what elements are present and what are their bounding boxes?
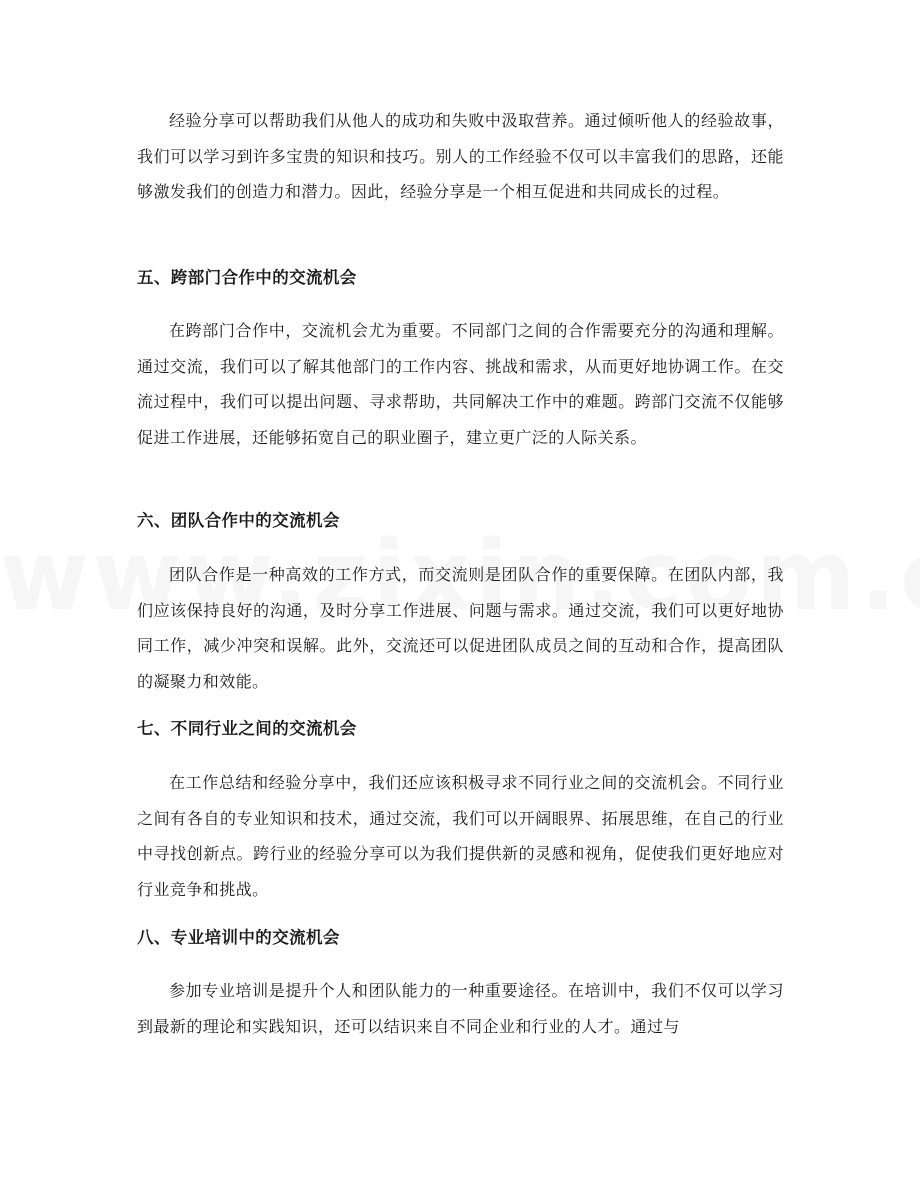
section-heading-professional-training: 八、专业培训中的交流机会 xyxy=(137,928,340,947)
section-heading-cross-department: 五、跨部门合作中的交流机会 xyxy=(137,268,357,287)
paragraph-team-cooperation: 团队合作是一种高效的工作方式，而交流则是团队合作的重要保障。在团队内部，我们应该保持良好的沟通，及时分享工作进展、问题与需求。通过交流，我们可以更好地协同工作，减少冲突和误解。此外，交流还可以促进团队成员之间的互动和合作，提高团队的凝聚力和效能。 xyxy=(137,565,784,691)
paragraph-cross-industry: 在工作总结和经验分享中，我们还应该积极寻求不同行业之间的交流机会。不同行业之间有各自的专业知识和技术，通过交流，我们可以开阔眼界、拓展思维，在自己的行业中寻找创新点。跨行业的经验分享可以为我们提供新的灵感和视角，促使我们更好地应对行业竞争和挑战。 xyxy=(137,773,784,899)
section-heading-team-cooperation: 六、团队合作中的交流机会 xyxy=(137,511,340,530)
paragraph-experience-sharing: 经验分享可以帮助我们从他人的成功和失败中汲取营养。通过倾听他人的经验故事，我们可以学习到许多宝贵的知识和技巧。别人的工作经验不仅可以丰富我们的思路，还能够激发我们的创造力和潜力。因此，经验分享是一个相互促进和共同成长的过程。 xyxy=(137,111,784,201)
paragraph-professional-training: 参加专业培训是提升个人和团队能力的一种重要途径。在培训中，我们不仅可以学习到最新的理论和实践知识，还可以结识来自不同企业和行业的人才。通过与 xyxy=(137,981,784,1036)
paragraph-cross-department: 在跨部门合作中，交流机会尤为重要。不同部门之间的合作需要充分的沟通和理解。通过交流，我们可以了解其他部门的工作内容、挑战和需求，从而更好地协调工作。在交流过程中，我们可以提出问题、寻求帮助，共同解决工作中的难题。跨部门交流不仅能够促进工作进展，还能够拓宽自己的职业圈子，建立更广泛的人际关系。 xyxy=(137,321,784,447)
section-heading-cross-industry: 七、不同行业之间的交流机会 xyxy=(137,719,357,738)
